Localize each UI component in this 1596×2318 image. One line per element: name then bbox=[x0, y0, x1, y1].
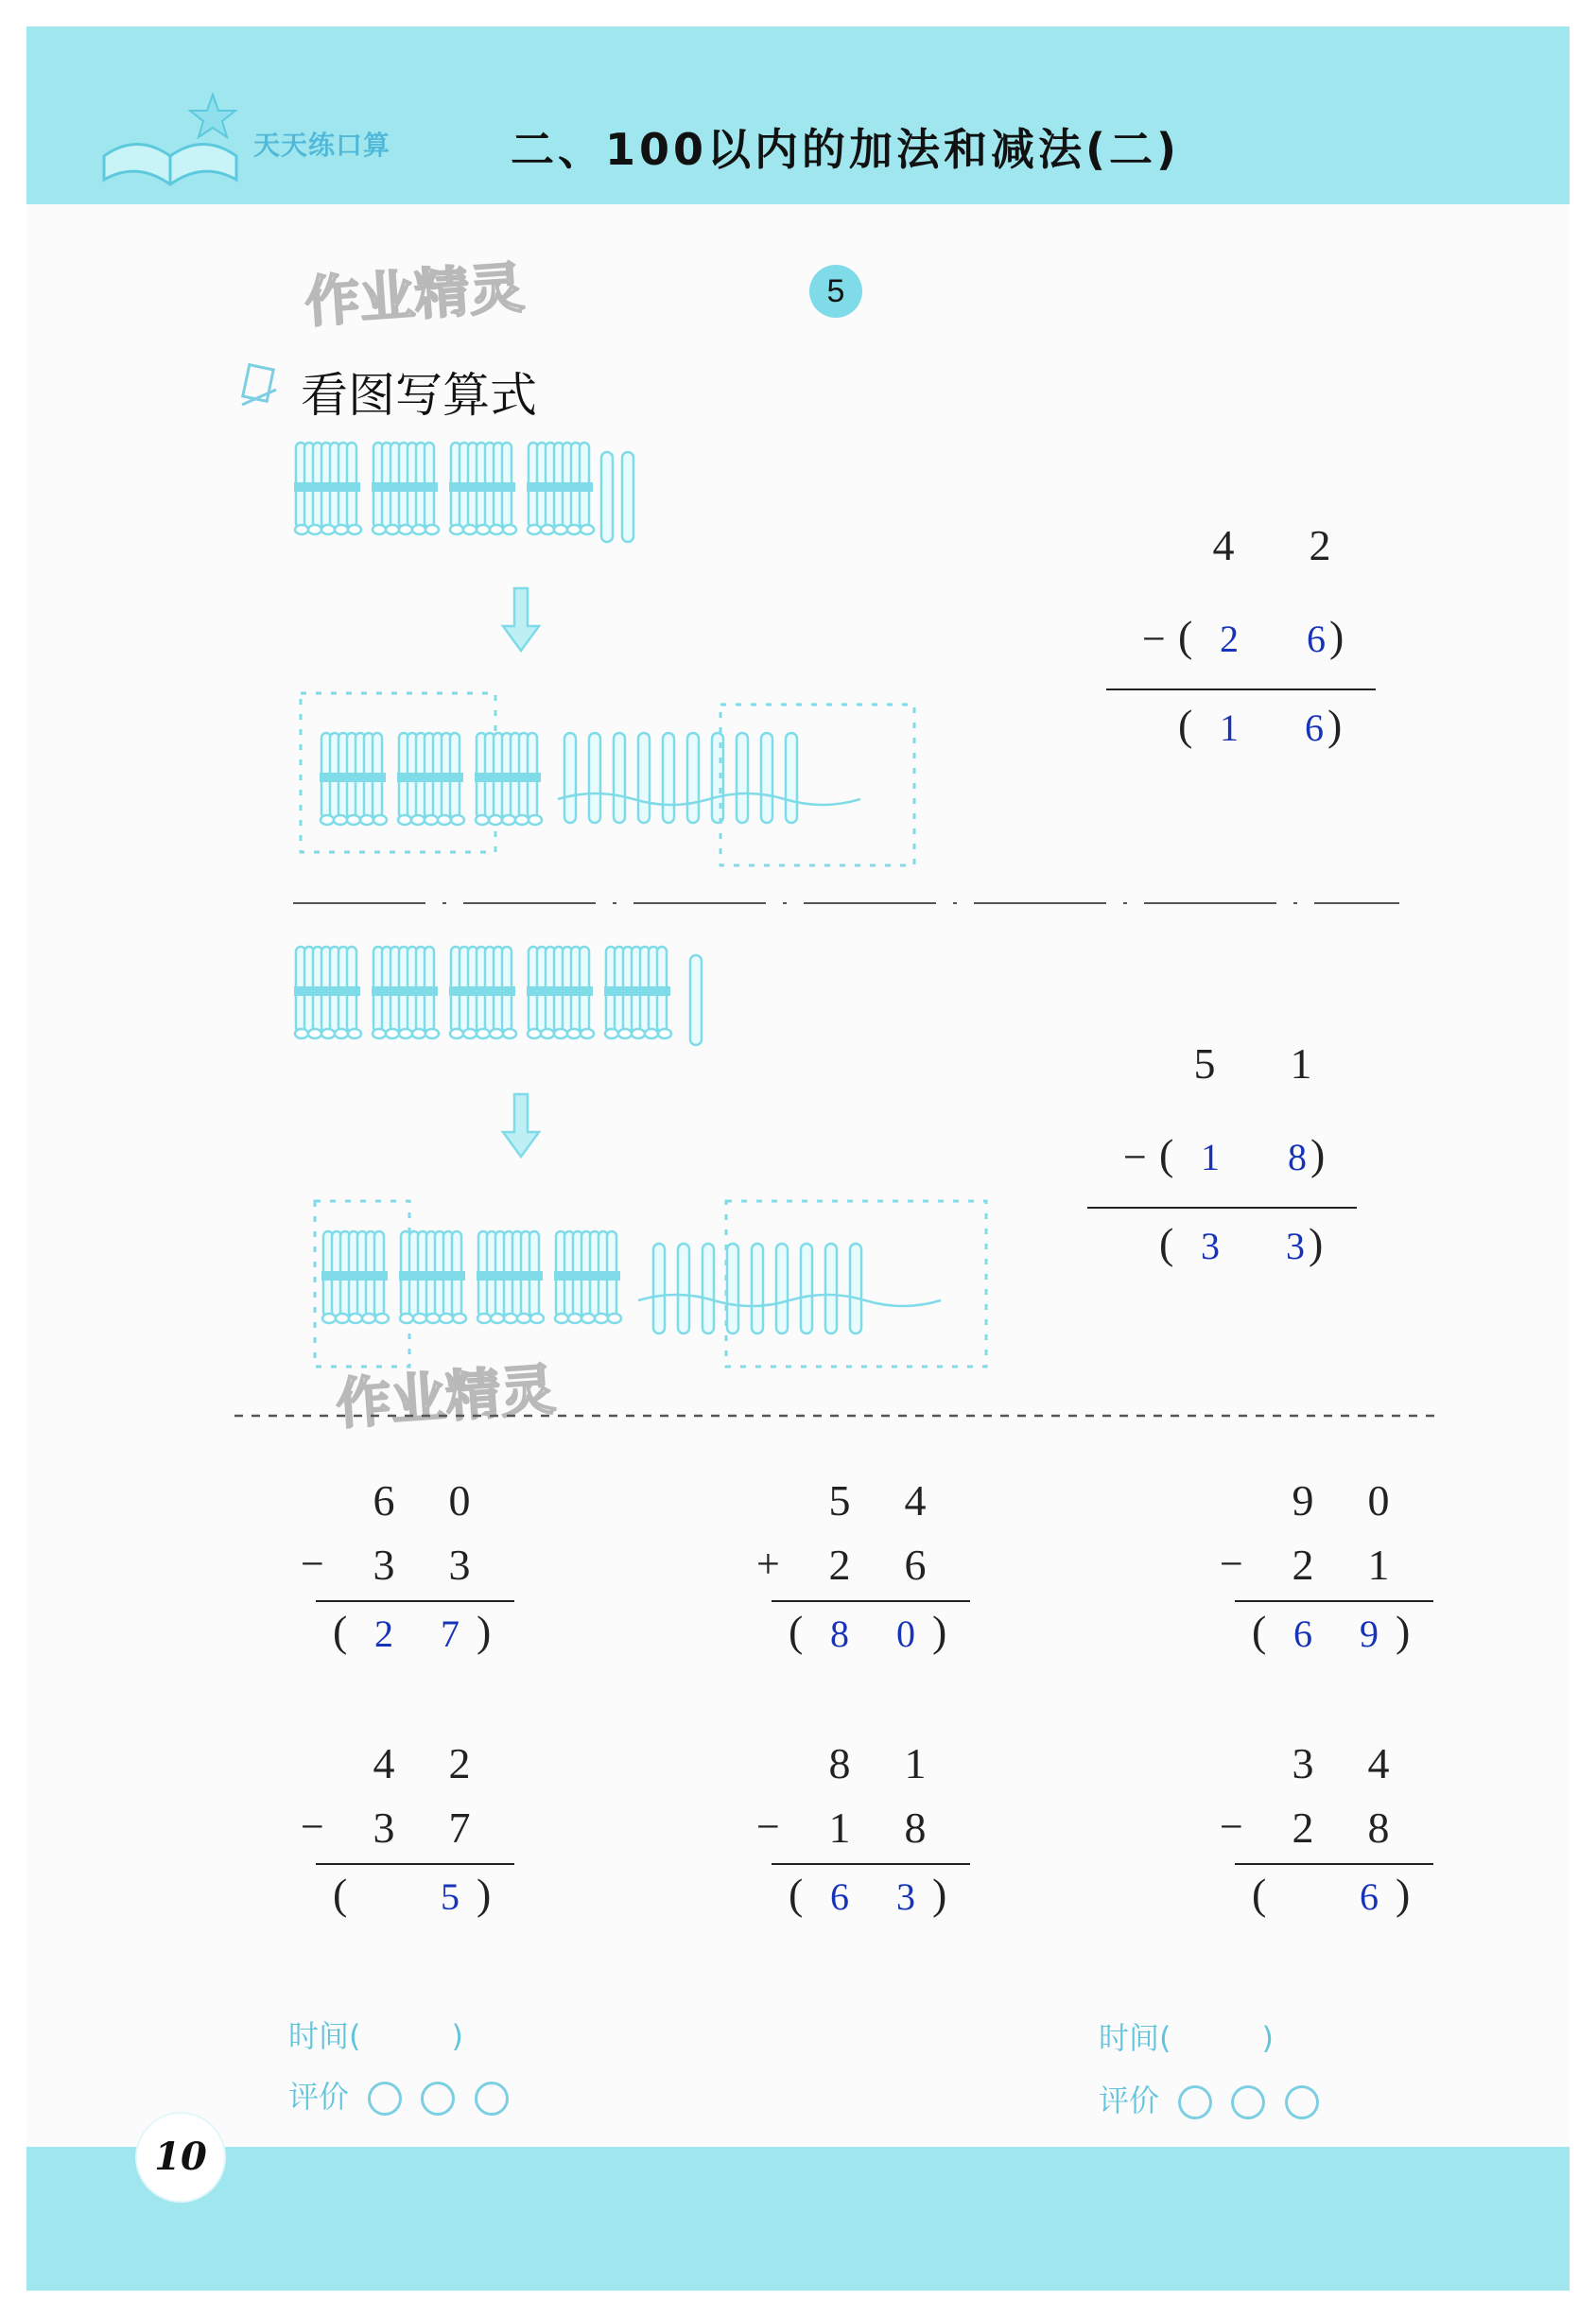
top-tens: 5 bbox=[828, 1476, 851, 1525]
difference-tens: 3 bbox=[1201, 1225, 1220, 1267]
bottom-ones: 8 bbox=[904, 1804, 927, 1852]
difference-ones: 3 bbox=[1286, 1225, 1305, 1267]
operator: + bbox=[756, 1541, 780, 1587]
close-paren: ) bbox=[1329, 612, 1344, 660]
close-paren: ) bbox=[477, 1870, 492, 1918]
bottom-tens: 2 bbox=[1292, 1804, 1314, 1852]
time-field-right[interactable]: 时间( ) bbox=[1099, 2020, 1274, 2056]
bottom-ones: 7 bbox=[448, 1804, 471, 1852]
bottom-tens: 3 bbox=[373, 1541, 395, 1589]
smile-face-icon[interactable] bbox=[368, 2082, 402, 2116]
top-ones: 4 bbox=[1367, 1739, 1390, 1787]
page-title: 二、100以内的加法和减法(二) bbox=[511, 124, 1181, 175]
open-paren: ( bbox=[1159, 1219, 1174, 1267]
smile-face-icon[interactable] bbox=[1178, 2085, 1212, 2119]
bottom-ones: 3 bbox=[448, 1541, 471, 1589]
brand-label: 天天练口算 bbox=[253, 131, 391, 160]
top-ones: 4 bbox=[904, 1476, 927, 1525]
page-number: 10 bbox=[137, 2114, 224, 2201]
top-tens: 9 bbox=[1292, 1476, 1314, 1525]
difference-ones: 6 bbox=[1305, 706, 1324, 749]
smile-face-icon[interactable] bbox=[1231, 2085, 1265, 2119]
operator: − bbox=[1142, 616, 1166, 662]
result-tens: 6 bbox=[830, 1875, 849, 1918]
open-paren: ( bbox=[789, 1607, 804, 1655]
minuend-ones: 1 bbox=[1290, 1039, 1312, 1088]
bottom-tens: 2 bbox=[828, 1541, 851, 1589]
operator: − bbox=[301, 1804, 324, 1850]
evaluation-left bbox=[288, 2073, 509, 2117]
open-paren: ( bbox=[1178, 701, 1193, 749]
bottom-tens: 2 bbox=[1292, 1541, 1314, 1589]
section-number-badge: 5 bbox=[809, 265, 862, 318]
top-tens: 6 bbox=[373, 1476, 395, 1525]
top-tens: 3 bbox=[1292, 1739, 1314, 1787]
result-ones: 6 bbox=[1360, 1875, 1379, 1918]
close-paren: ) bbox=[932, 1870, 947, 1918]
close-paren: ) bbox=[1396, 1870, 1411, 1918]
result-ones: 0 bbox=[896, 1612, 915, 1655]
evaluation-right bbox=[1099, 2077, 1319, 2120]
top-ones: 1 bbox=[904, 1739, 927, 1787]
evaluation-label: 评价 bbox=[1099, 2083, 1160, 2118]
close-paren: ) bbox=[932, 1607, 947, 1655]
minuend-tens: 5 bbox=[1193, 1039, 1216, 1088]
open-paren: ( bbox=[1178, 612, 1193, 660]
bottom-tens: 1 bbox=[828, 1804, 851, 1852]
result-ones: 7 bbox=[441, 1612, 460, 1655]
open-paren: ( bbox=[789, 1870, 804, 1918]
open-paren: ( bbox=[333, 1870, 348, 1918]
result-ones: 9 bbox=[1360, 1612, 1379, 1655]
result-ones: 3 bbox=[896, 1875, 915, 1918]
subtrahend-tens: 2 bbox=[1220, 618, 1239, 660]
evaluation-label: 评价 bbox=[288, 2079, 350, 2115]
subtrahend-ones: 6 bbox=[1307, 618, 1326, 660]
open-paren: ( bbox=[1159, 1130, 1174, 1178]
open-paren: ( bbox=[333, 1607, 348, 1655]
close-paren: ) bbox=[1309, 1219, 1324, 1267]
result-tens: 6 bbox=[1293, 1612, 1312, 1655]
top-ones: 0 bbox=[1367, 1476, 1390, 1525]
close-paren: ) bbox=[1396, 1607, 1411, 1655]
top-ones: 0 bbox=[448, 1476, 471, 1525]
close-paren: ) bbox=[1327, 701, 1343, 749]
operator: − bbox=[1220, 1804, 1243, 1850]
time-field-left[interactable]: 时间( ) bbox=[288, 2018, 463, 2054]
bottom-tens: 3 bbox=[373, 1804, 395, 1852]
operator: − bbox=[756, 1804, 780, 1850]
result-tens: 8 bbox=[830, 1612, 849, 1655]
watermark: 作业精灵 bbox=[334, 1356, 558, 1437]
open-paren: ( bbox=[1252, 1870, 1267, 1918]
subtrahend-ones: 8 bbox=[1288, 1136, 1307, 1178]
smile-face-icon[interactable] bbox=[421, 2082, 455, 2116]
minuend-ones: 2 bbox=[1309, 521, 1331, 569]
operator: − bbox=[301, 1541, 324, 1587]
bottom-ones: 8 bbox=[1367, 1804, 1390, 1852]
subtrahend-tens: 1 bbox=[1201, 1136, 1220, 1178]
sad-face-icon[interactable] bbox=[1285, 2085, 1319, 2119]
bottom-ones: 6 bbox=[904, 1541, 927, 1589]
close-paren: ) bbox=[1310, 1130, 1326, 1178]
minuend-tens: 4 bbox=[1212, 521, 1235, 569]
operator: − bbox=[1123, 1134, 1147, 1180]
open-paren: ( bbox=[1252, 1607, 1267, 1655]
top-tens: 4 bbox=[373, 1739, 395, 1787]
close-paren: ) bbox=[477, 1607, 492, 1655]
result-tens: 2 bbox=[374, 1612, 393, 1655]
result-ones: 5 bbox=[441, 1875, 460, 1918]
top-tens: 8 bbox=[828, 1739, 851, 1787]
difference-tens: 1 bbox=[1220, 706, 1239, 749]
watermark: 作业精灵 bbox=[303, 254, 527, 335]
top-ones: 2 bbox=[448, 1739, 471, 1787]
bottom-ones: 1 bbox=[1367, 1541, 1390, 1589]
sad-face-icon[interactable] bbox=[475, 2082, 509, 2116]
instruction-text: 看图写算式 bbox=[301, 368, 537, 423]
operator: − bbox=[1220, 1541, 1243, 1587]
